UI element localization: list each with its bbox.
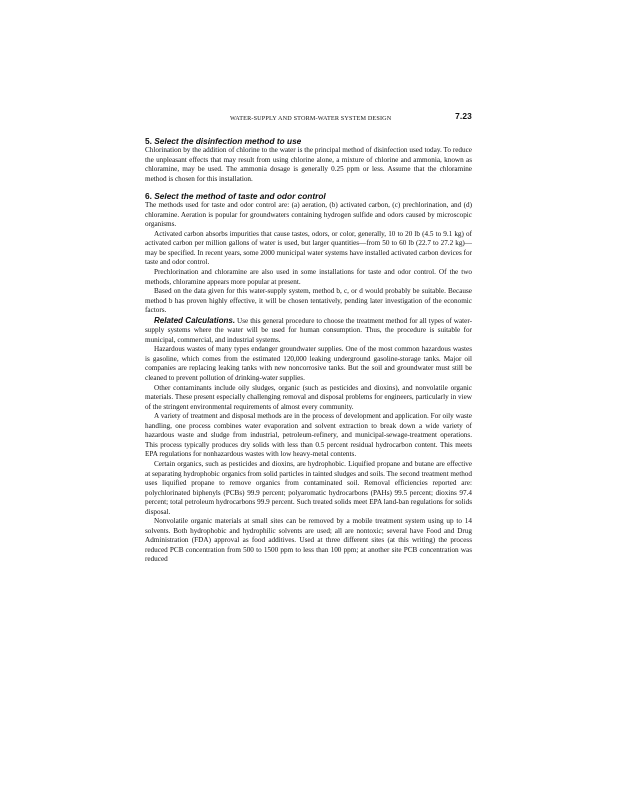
step-6-paragraph: Prechlorination and chloramine are also used in some installations for taste and odor control. Of the two methods, chloramine appears more popular at present.: [145, 268, 472, 286]
step-6-number: 6.: [145, 191, 152, 202]
step-5-heading: [145, 136, 472, 146]
page-number: 7.23: [455, 111, 472, 121]
step-5-title: Select the disinfection method to use: [154, 136, 302, 146]
document-page: [145, 112, 472, 565]
related-paragraph: Nonvolatile organic materials at small sites can be removed by a mobile treatment system using up to 14 solvents. Both hydrophobic and hydrophilic solvents are used; all are nontoxic; several have Food and Drug Administration (FDA) approval as food additives. Used at three different sites (at this writing) the process reduced PCB concentration from 500 to 1500 ppm to less than 100 ppm; at another site PCB concentration was reduced: [145, 517, 472, 564]
step-6-heading: [145, 191, 472, 201]
related-paragraph: Hazardous wastes of many types endanger groundwater supplies. One of the most common hazardous wastes is gasoline, which comes from the estimated 120,000 leaking underground gasoline-storage tanks. Major oil companies are replacing leaking tanks with new noncorrosive tanks. But the soil and groundwater must still be cleaned to prevent pollution of drinking-water supplies.: [145, 345, 472, 383]
step-5-section: [145, 136, 472, 184]
step-6-paragraph: Activated carbon absorbs impurities that cause tastes, odors, or color, generally, 10 to 20 lb (4.5 to 9.1 kg) of activated carbon per million gallons of water is used, but larger quantities—from 50 to 60 lb (22.7 to 27.2 kg)—may be specified. In recent years, some 2000 municipal water systems have installed activated carbon devices for taste and odor control.: [145, 229, 472, 267]
related-calculations-label: Related Calculations.: [154, 315, 236, 325]
related-calculations-intro: [145, 316, 472, 346]
related-calculations-section: [145, 316, 472, 565]
running-title: WATER-SUPPLY AND STORM-WATER SYSTEM DESIGN: [230, 115, 392, 122]
related-paragraph: Certain organics, such as pesticides and dioxins, are hydrophobic. Liquified propane and butane are effective at separating hydrophobic organics from solid particles in tainted sludges and soils. The second treatment method uses liquified propane to remove organics from contaminated soil. Removal efficiencies reported are: polychlorinated biphenyls (PCBs) 99.9 percent; polyaromatic hydrocarbons (PAHs) 99.5 percent; dioxins 97.4 percent; total petroleum hydrocarbons 99.9 percent. Such treated solids meet EPA land-ban regulations for solids disposal.: [145, 459, 472, 516]
related-paragraph: Other contaminants include oily sludges, organic (such as pesticides and dioxins), and nonvolatile organic materials. These present especially challenging removal and disposal problems for engineers, particularly in view of the stringent environmental requirements of almost every community.: [145, 383, 472, 411]
related-paragraph: A variety of treatment and disposal methods are in the process of development and application. For oily waste handling, one process combines water evaporation and solvent extraction to break down a wide variety of hazardous waste and sludge from industrial, petroleum-refinery, and municipal-sewage-treatment operations. This process typically produces dry solids with less than 0.5 percent residual hydrocarbon content. This meets EPA regulations for nonhazardous wastes with low heavy-metal contents.: [145, 412, 472, 459]
step-6-section: [145, 191, 472, 316]
step-5-paragraph: Chlorination by the addition of chlorine to the water is the principal method of disinfection used today. To reduce the unpleasant effects that may result from using chlorine alone, a mixture of chlorine and ammonia, known as chloramine, may be used. The ammonia dosage is generally 0.25 ppm or less. Assume that the chloramine method is chosen for this installation.: [145, 146, 472, 183]
step-6-paragraph: Based on the data given for this water-supply system, method b, c, or d would probably be suitable. Because method b has proven highly effective, it will be chosen tentatively, pending later investigation of the economic factors.: [145, 287, 472, 315]
step-6-paragraph: The methods used for taste and odor control are: (a) aeration, (b) activated carbon, (c) prechlorination, and (d) chloramine. Aeration is popular for groundwaters containing hydrogen sulfide and odors caused by microscopic organisms.: [145, 201, 472, 229]
related-calculations-text: Use this general procedure to choose the treatment method for all types of water-supply systems where the water will be used for human consumption. Thus, the procedure is suitable for municipal, commercial, and industrial systems.: [145, 316, 472, 344]
running-header: [145, 112, 472, 124]
step-6-title: Select the method of taste and odor control: [154, 191, 326, 202]
step-5-number: 5.: [145, 136, 152, 146]
